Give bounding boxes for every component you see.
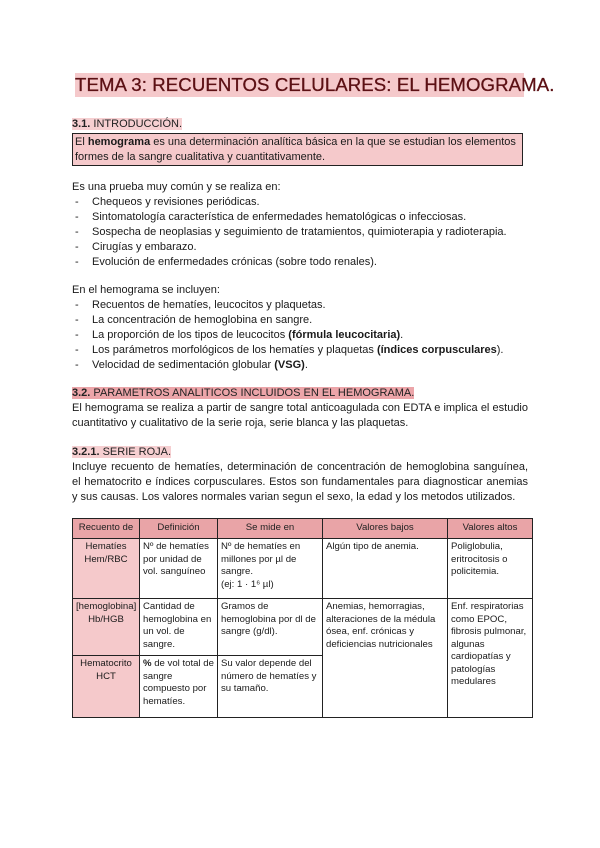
table-header-row bbox=[73, 519, 533, 539]
uses-list bbox=[72, 195, 507, 270]
serie-roja-table bbox=[72, 518, 533, 718]
row-header: [hemoglobina] Hb/HGB bbox=[73, 599, 140, 656]
row-header: Hematocrito HCT bbox=[73, 656, 140, 718]
list-item: - Sospecha de neoplasias y seguimiento de tratamientos, quimioterapia y radioterapia. bbox=[75, 226, 507, 238]
column-header: Valores bajos bbox=[323, 519, 448, 539]
cell-measured: Nº de hematíes en millones por µl de sangre. (ej: 1 · 1⁶ µl) bbox=[218, 539, 323, 599]
document-title: TEMA 3: RECUENTOS CELULARES: EL HEMOGRAMA. bbox=[75, 74, 555, 95]
section-label: SERIE ROJA. bbox=[102, 446, 172, 458]
section-2-1-text: Incluye recuento de hematíes, determinación de concentración de hemoglobina sanguínea, el hematocrito e índices corpusculares. Estos son fundamentales para diagnosticar anemias y sus causas. Los valores normales varian segun el sexo, la edad y los metodos utilizados. bbox=[72, 461, 528, 503]
list-item: - Velocidad de sedimentación globular (VSG). bbox=[75, 359, 308, 371]
section-label: PARAMETROS ANALITICOS INCLUIDOS EN EL HEMOGRAMA. bbox=[93, 387, 415, 399]
cell-high-values: Poliglobulia, eritrocitosis o policitemia. bbox=[448, 539, 533, 599]
list-item: - Sintomatología característica de enfermedades hematológicas o infecciosas. bbox=[75, 211, 467, 223]
cell-low-values: Anemias, hemorragias, alteraciones de la médula ósea, enf. crónicas y deficiencias nutricionales bbox=[323, 599, 448, 718]
section-heading-parametros bbox=[72, 386, 414, 400]
list-item: - Cirugías y embarazo. bbox=[75, 241, 197, 253]
column-header: Recuento de bbox=[73, 519, 140, 539]
column-header: Se mide en bbox=[218, 519, 323, 539]
section-number: 3.2. bbox=[72, 387, 91, 399]
column-header: Valores altos bbox=[448, 519, 533, 539]
cell-measured: Gramos de hemoglobina por dl de sangre (g/dl). bbox=[218, 599, 323, 656]
list-item: - La concentración de hemoglobina en sangre. bbox=[75, 314, 313, 326]
section-heading-introduccion bbox=[72, 117, 182, 131]
uses-intro: Es una prueba muy común y se realiza en: bbox=[72, 181, 281, 193]
definition-text-pre: El bbox=[75, 136, 88, 148]
definition-term: hemograma bbox=[87, 136, 151, 148]
cell-definition: % de vol total de sangre compuesto por hematíes. bbox=[140, 656, 218, 718]
list-item: - La proporción de los tipos de leucocitos (fórmula leucocitaria). bbox=[75, 329, 404, 341]
section-number: 3.2.1. bbox=[72, 446, 100, 458]
cell-measured: Su valor depende del número de hematíes y su tamaño. bbox=[218, 656, 323, 718]
definition-box bbox=[72, 133, 523, 166]
includes-intro: En el hemograma se incluyen: bbox=[72, 284, 220, 296]
table-row bbox=[73, 599, 533, 656]
list-item: - Evolución de enfermedades crónicas (sobre todo renales). bbox=[75, 256, 377, 268]
includes-list bbox=[72, 298, 504, 373]
table-row bbox=[73, 539, 533, 599]
list-item: - Los parámetros morfológicos de los hematíes y plaquetas (índices corpusculares). bbox=[75, 344, 504, 356]
section-number: 3.1. bbox=[72, 118, 91, 130]
list-item: - Recuentos de hematíes, leucocitos y plaquetas. bbox=[75, 299, 326, 311]
definition-text-post: es una determinación analítica básica en la que se estudian los elementos formes de la sangre cualitativa y cuantitativamente. bbox=[75, 136, 516, 163]
cell-definition: Cantidad de hemoglobina en un vol. de sangre. bbox=[140, 599, 218, 656]
column-header: Definición bbox=[140, 519, 218, 539]
section-label: INTRODUCCIÓN. bbox=[93, 118, 183, 130]
cell-definition: Nº de hematíes por unidad de vol. sanguíneo bbox=[140, 539, 218, 599]
list-item: - Chequeos y revisiones periódicas. bbox=[75, 196, 260, 208]
cell-low-values: Algún tipo de anemia. bbox=[323, 539, 448, 599]
section-2-text: El hemograma se realiza a partir de sangre total anticoagulada con EDTA e implica el estudio cuantitativo y cualitativo de la serie roja, serie blanca y las plaquetas. bbox=[72, 402, 528, 429]
section-heading-serie-roja bbox=[72, 445, 171, 459]
row-header: Hematíes Hem/RBC bbox=[73, 539, 140, 599]
cell-high-values: Enf. respiratorias como EPOC, fibrosis pulmonar, algunas cardiopatías y patologías medulares bbox=[448, 599, 533, 718]
